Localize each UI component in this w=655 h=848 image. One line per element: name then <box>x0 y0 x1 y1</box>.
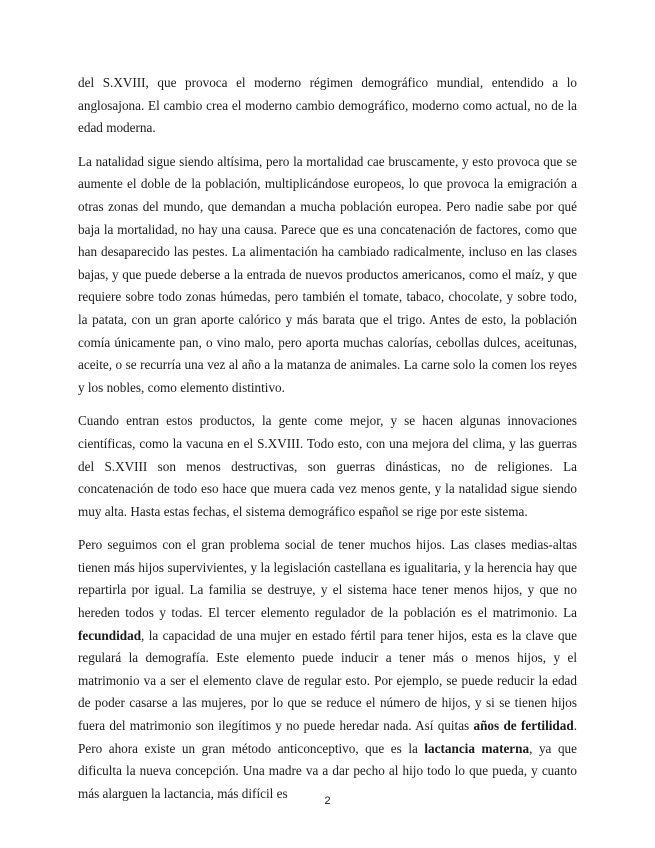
paragraph-3 <box>78 410 577 523</box>
term-fecundidad: fecundidad <box>78 627 142 643</box>
term-anos-de-fertilidad: años de fertilidad <box>473 718 574 734</box>
paragraph-1 <box>78 72 577 140</box>
paragraph-2 <box>78 151 577 400</box>
paragraph-4 <box>78 534 577 805</box>
page-number: 2 <box>324 795 331 807</box>
paragraph-text: del S.XVIII, que provoca el moderno régimen demográfico mundial, entendido a lo anglosajona. El cambio crea el moderno cambio demográfico, moderno como actual, no de la edad moderna. <box>78 75 577 136</box>
paragraph-text: Pero seguimos con el gran problema social de tener muchos hijos. Las clases medias-altas tienen más hijos supervivientes, y la legislación castellana es igualitaria, y la herencia hay que repartirla por igual. La familia se destruye, y el sistema hace tener menos hijos, y que no hereden todos y todas. El tercer elemento regulador de la población es el matrimonio. La <box>78 537 577 621</box>
paragraph-text: . Pero ahora existe un gran método anticonceptivo, que es la <box>78 718 577 756</box>
document-page <box>78 72 577 816</box>
paragraph-text: , la capacidad de una mujer en estado fértil para tener hijos, esta es la clave que regulará la demografía. Este elemento puede inducir a tener más o menos hijos, y el matrimonio va a ser el elemento clave de regular esto. Por ejemplo, se puede reducir la edad de poder casarse a las mujeres, por lo que se reduce el número de hijos, y si se tienen hijos fuera del matrimonio son ilegítimos y no puede heredar nada. Así quitas <box>78 627 577 734</box>
paragraph-text: , ya que dificulta la nueva concepción. Una madre va a dar pecho al hijo todo lo que pueda, y cuanto más alarguen la lactancia, más difícil es <box>78 740 577 801</box>
term-lactancia-materna: lactancia materna <box>424 740 530 756</box>
paragraph-text: Cuando entran estos productos, la gente come mejor, y se hacen algunas innovaciones científicas, como la vacuna en el S.XVIII. Todo esto, con una mejora del clima, y las guerras del S.XVIII son menos destructivas, son guerras dinásticas, no de religiones. La concatenación de todo eso hace que muera cada vez menos gente, y la natalidad sigue siendo muy alta. Hasta estas fechas, el sistema demográfico español se rige por este sistema. <box>78 413 577 519</box>
paragraph-text: La natalidad sigue siendo altísima, pero la mortalidad cae bruscamente, y esto provoca que se aumente el doble de la población, multiplicándose europeos, lo que provoca la emigración a otras zonas del mundo, que demandan a mucha población europea. Pero nadie sabe por qué baja la mortalidad, no hay una causa. Parece que es una concatenación de factores, como que han desaparecido las pestes. La alimentación ha cambiado radicalmente, incluso en las clases bajas, y que puede deberse a la entrada de nuevos productos americanos, como el maíz, y que requiere sobre todo zonas húmedas, pero también el tomate, tabaco, chocolate, y sobre todo, la patata, con un gran aporte calórico y más barata que el trigo. Antes de esto, la población comía únicamente pan, o vino malo, pero aporta muchas calorías, cebollas dulces, aceitunas, aceite, o se recurría una vez al año a la matanza de animales. La carne solo la comen los reyes y los nobles, como elemento distintivo. <box>78 153 577 395</box>
